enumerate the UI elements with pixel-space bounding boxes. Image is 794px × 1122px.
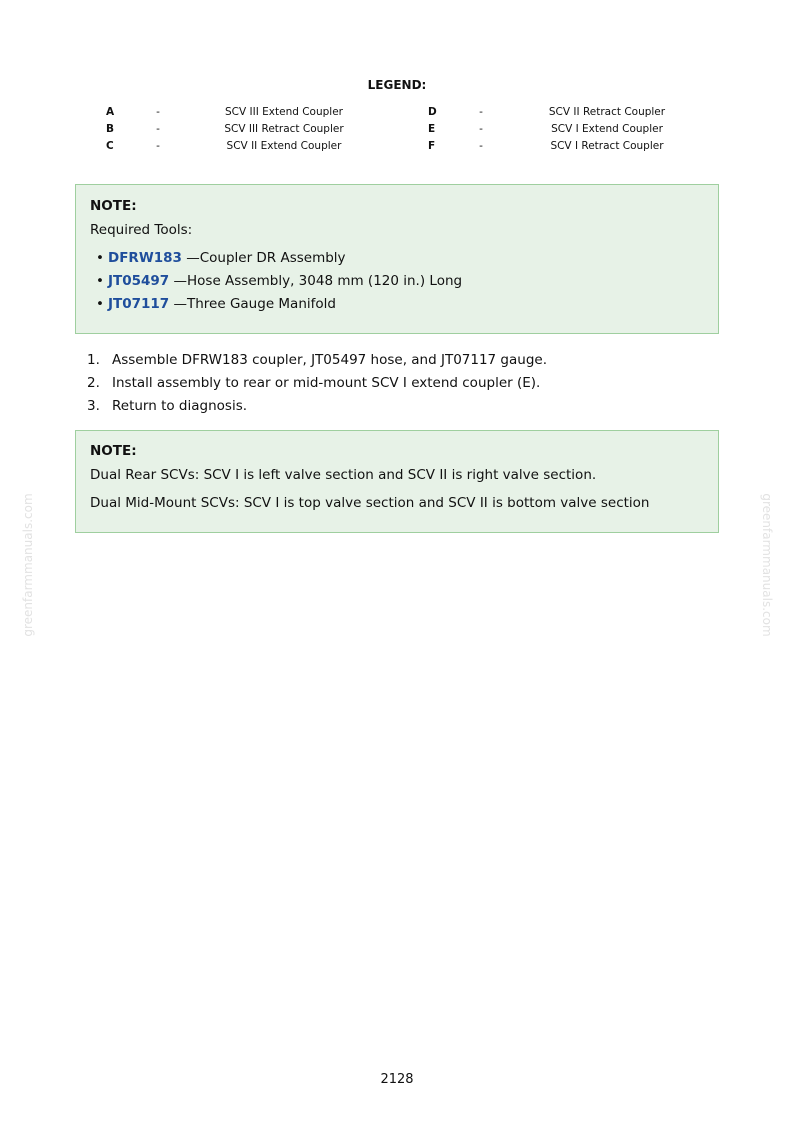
note-box-scv-sections [75, 430, 719, 533]
tool-description: —Coupler DR Assembly [181, 250, 346, 266]
tool-description: —Three Gauge Manifold [169, 296, 336, 312]
legend-dash: - [479, 123, 483, 135]
tool-link-dfrw183[interactable]: DFRW183 [108, 250, 182, 266]
step-text: Assemble DFRW183 coupler, JT05497 hose, and JT07117 gauge. [112, 352, 547, 368]
legend-value: SCV I Extend Coupler [551, 123, 663, 135]
step-number: 2. [87, 375, 100, 391]
note-title: NOTE: [90, 443, 137, 459]
note-box-required-tools [75, 184, 719, 334]
step-item [87, 352, 547, 368]
legend-key: B [106, 123, 115, 135]
tool-item [96, 250, 346, 266]
legend-value: SCV II Retract Coupler [548, 106, 666, 118]
legend-key: C [106, 140, 114, 152]
step-text: Install assembly to rear or mid-mount SCV I extend coupler (E). [112, 375, 541, 391]
legend-dash: - [156, 106, 160, 118]
legend-key: D [428, 106, 437, 118]
legend-dash: - [156, 123, 160, 135]
legend-row [0, 138, 794, 155]
legend-value: SCV III Retract Coupler [224, 123, 344, 135]
legend-title: LEGEND: [367, 78, 427, 92]
note-line: Dual Rear SCVs: SCV I is left valve section and SCV II is right valve section. [90, 467, 597, 483]
tool-item [96, 273, 462, 289]
tool-link-jt05497[interactable]: JT05497 [108, 273, 170, 289]
watermark-right: greenfarmmanuals.com [760, 493, 774, 637]
bullet-icon: • [96, 296, 104, 312]
page-number: 2128 [380, 1072, 414, 1087]
step-number: 1. [87, 352, 100, 368]
note-intro: Required Tools: [90, 222, 193, 238]
legend-value: SCV II Extend Coupler [226, 140, 342, 152]
watermark-left: greenfarmmanuals.com [21, 493, 35, 637]
legend-value: SCV III Extend Coupler [225, 106, 343, 118]
note-title: NOTE: [90, 198, 137, 214]
legend-dash: - [479, 140, 483, 152]
legend-row [0, 121, 794, 138]
bullet-icon: • [96, 273, 104, 289]
legend-value: SCV I Retract Coupler [550, 140, 664, 152]
step-number: 3. [87, 398, 100, 414]
legend-dash: - [479, 106, 483, 118]
step-item [87, 375, 540, 391]
legend-dash: - [156, 140, 160, 152]
note-line: Dual Mid-Mount SCVs: SCV I is top valve section and SCV II is bottom valve section [90, 495, 650, 511]
step-item [87, 398, 247, 414]
tool-link-jt07117[interactable]: JT07117 [108, 296, 170, 312]
tool-item [96, 296, 336, 312]
step-text: Return to diagnosis. [112, 398, 248, 414]
legend-key: A [106, 106, 115, 118]
tool-description: —Hose Assembly, 3048 mm (120 in.) Long [169, 273, 463, 289]
legend-row [0, 104, 794, 121]
legend-key: E [428, 123, 436, 135]
bullet-icon: • [96, 250, 104, 266]
legend-key: F [428, 140, 436, 152]
